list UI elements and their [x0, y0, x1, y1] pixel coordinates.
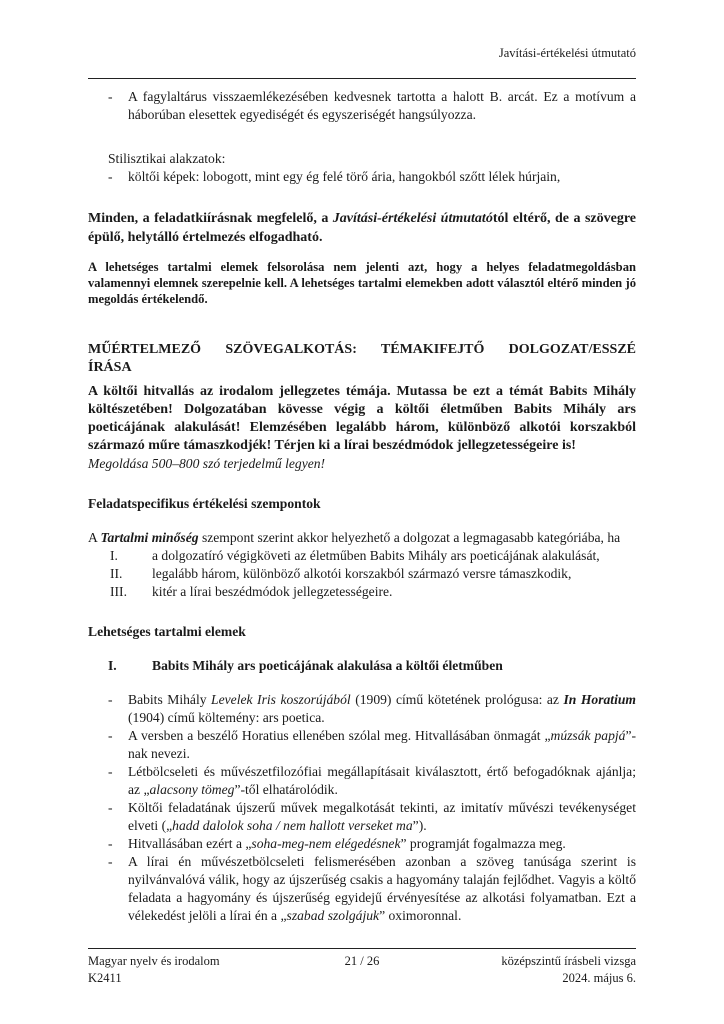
content-elements-note: A lehetséges tartalmi elemek felsorolása nem jelenti azt, hogy a helyes feladatmegoldásban valamennyi elemnek szerepelnie kell. A lehetséges tartalmi elemekben adott választól eltérő minden jó megoldás értékelendő. [88, 260, 636, 306]
footer-right [501, 953, 636, 987]
acceptance-note-text-2: tól eltérő, de a szövegre épülő, helytálló értelmezés elfogadható. [88, 211, 637, 245]
page-footer [88, 948, 636, 985]
section-title: Babits Mihály ars poeticájának alakulása a költői életműben [152, 658, 503, 673]
elements-heading: Lehetséges tartalmi elemek [88, 624, 246, 639]
header-rule [88, 78, 636, 79]
content-bullet [88, 853, 636, 925]
page-number: 21 / 26 [344, 954, 380, 968]
bullet-italic: Levelek Iris koszorújából [211, 692, 351, 707]
bullet-italic: hadd dalolok soha / nem hallott verseket ma [172, 818, 413, 833]
task-prompt: A költői hitvallás az irodalom jellegzetes témája. Mutassa be ezt a témát Babits Mihály költészetében! Dolgozatában kövesse végig a költői életműben Babits Mihály ars poeticájának alakulását! Elemzésében legalább három, különböző alkotói korszakból származó műre támaszkodjék! Térjen ki a lírai beszédmódok jellegzetességeire is! [88, 384, 636, 453]
content-bullet [88, 763, 636, 799]
criteria-item [88, 565, 636, 583]
footer-code: K2411 [88, 971, 122, 985]
bullet-text: A versben a beszélő Horatius ellenében szólal meg. Hitvallásában önmagát „ [128, 728, 551, 743]
bullet-text: A lírai én művészetbölcseleti felismerésében azonban a szöveg tanúsága szerint is nyilvánvalóvá válik, hogy az újszerűség csakis a hagyomány talaján fejlődhet. Vagyis a költő feladata a hagyomány és újszerűség egyidejű érvényesítése az alkotási folyamatban. Ezt a vélekedést jelöli a lírai én a „ [128, 854, 636, 923]
footer-level: középszintű írásbeli vizsga [501, 954, 636, 968]
content-bullet [88, 835, 636, 853]
section-heading [88, 657, 636, 675]
criteria-item [88, 547, 636, 565]
bullet-italic: múzsák papjá [550, 728, 626, 743]
bullet-text: ”-től elhatárolódik. [234, 782, 338, 797]
stylistic-bullet: - költői képek: lobogott, mint egy ég felé törő ária, hangokból szőtt lélek húrjain, [88, 168, 636, 186]
bullet-text: (1909) című kötetének prológusa: az [350, 692, 564, 707]
content-bullet [88, 691, 636, 727]
criteria-item-number: III. [110, 584, 127, 599]
task-title: MŰÉRTELMEZŐ SZÖVEGALKOTÁS: TÉMAKIFEJTŐ DOLGOZAT/ESSZÉ ÍRÁSA [88, 342, 636, 375]
criteria-intro-emphasis: Tartalmi minőség [100, 530, 199, 545]
task-length: Megoldása 500–800 szó terjedelmű legyen! [88, 456, 326, 471]
bullet-text: ”). [412, 818, 427, 833]
section-number: I. [108, 658, 117, 673]
content-bullet [88, 799, 636, 835]
bullet-text: (1904) című költemény: ars poetica. [128, 710, 325, 725]
criteria-item-text: kitér a lírai beszédmódok jellegzetességeire. [152, 584, 393, 599]
running-header: Javítási-értékelési útmutató [498, 46, 636, 60]
stylistic-heading: Stilisztikai alakzatok: [108, 151, 226, 166]
bullet-text: Babits Mihály [128, 692, 212, 707]
criteria-intro-text-2: szempont szerint akkor helyezhető a dolgozat a legmagasabb kategóriába, ha [198, 530, 621, 545]
bullet-text: Létbölcseleti és művészetfilozófiai megállapításait kiválasztott, értő befogadóknak ajánlja; az „ [128, 764, 636, 797]
criteria-intro [88, 529, 636, 547]
bullet-italic: szabad szolgájuk [286, 908, 380, 923]
criteria-heading: Feladatspecifikus értékelési szempontok [88, 496, 321, 511]
bullet-text: Költői feladatának újszerű művek megalkotását tekinti, az imitatív művészi tevékenységet elveti („ [128, 800, 636, 833]
bullet-text: ” oximoronnal. [379, 908, 462, 923]
intro-bullet: - A fagylaltárus visszaemlékezésében kedvesnek tartotta a halott B. arcát. Ez a motívum a háborúban elesettek egyediségét és egyszeriségét hangsúlyozza. [88, 88, 636, 124]
criteria-item-text: legalább három, különböző alkotói korszakból származó versre támaszkodik, [152, 566, 572, 581]
bullet-italic: soha-meg-nem elégedésnek [251, 836, 401, 851]
criteria-item-number: I. [110, 548, 118, 563]
page-content [88, 86, 636, 925]
bullet-text: ” programját fogalmazza meg. [400, 836, 566, 851]
acceptance-note-text-1: Minden, a feladatkiírásnak megfelelő, a [88, 211, 333, 226]
footer-subject: Magyar nyelv és irodalom [88, 954, 220, 968]
criteria-item [88, 583, 636, 601]
acceptance-note-italic: Javítási-értékelési útmutató [332, 211, 493, 226]
bullet-bold-italic: In Horatium [563, 692, 636, 707]
bullet-italic: alacsony tömeg [149, 782, 235, 797]
bullet-text: Hitvallásában ezért a „ [128, 836, 252, 851]
content-bullet [88, 727, 636, 763]
criteria-item-number: II. [110, 566, 123, 581]
acceptance-note [88, 209, 636, 247]
criteria-intro-text-1: A [88, 530, 101, 545]
criteria-item-text: a dolgozatíró végigköveti az életműben Babits Mihály ars poeticájának alakulását, [152, 548, 600, 563]
bullet-text: ”-nak nevezi. [128, 728, 637, 761]
footer-date: 2024. május 6. [562, 971, 636, 985]
